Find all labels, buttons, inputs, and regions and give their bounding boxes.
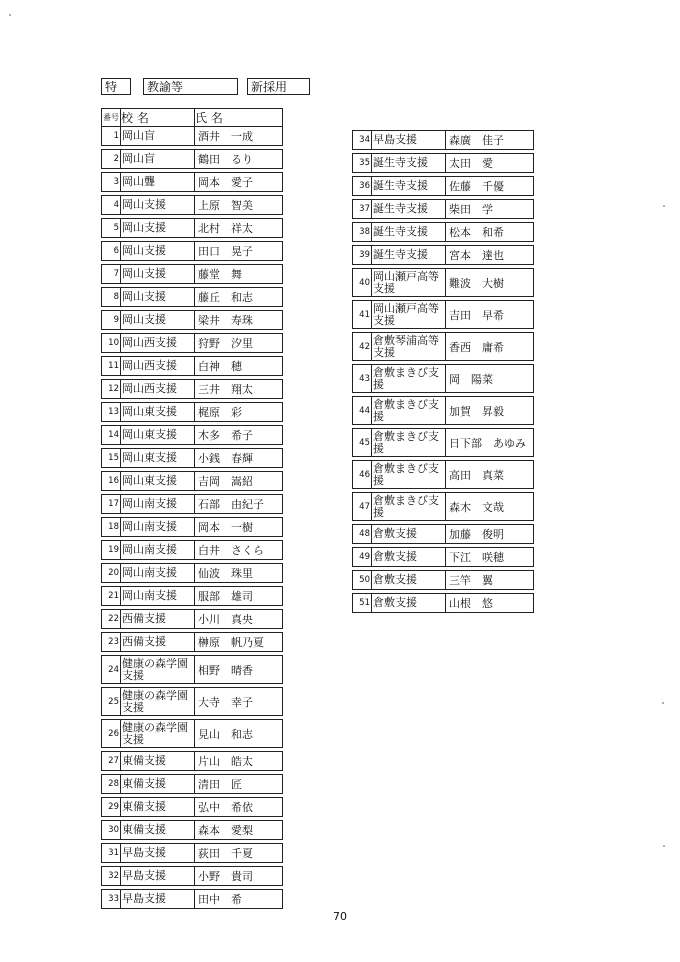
teacher-name: 田口 晃子 [195,242,283,261]
row-number: 6 [102,242,121,261]
column-header-name: 氏 名 [195,109,283,127]
teacher-name: 白井 さくら [195,541,283,560]
school-name: 岡山南支援 [121,587,195,606]
teacher-name: 小銭 春輝 [195,449,283,468]
scan-speck [9,14,11,16]
row-number: 48 [353,525,372,544]
teacher-name: 片山 皓太 [195,752,283,771]
page-number: 70 [333,910,347,923]
teacher-name: 日下部 あゆみ [446,429,534,457]
table-row [353,594,534,613]
table-row [102,403,283,422]
school-name: 岡山支援 [121,311,195,330]
table-row [102,495,283,514]
scan-speck [663,845,665,847]
school-name: 岡山東支援 [121,449,195,468]
table-row [102,265,283,284]
teacher-name: 松本 和希 [446,223,534,242]
school-name: 岡山聾 [121,173,195,192]
teacher-name: 荻田 千夏 [195,844,283,863]
school-name: 誕生寺支援 [372,154,446,173]
table-row [353,333,534,361]
table-row [353,154,534,173]
teacher-name: 高田 真菜 [446,461,534,489]
row-number: 22 [102,610,121,629]
teacher-name: 宮本 達也 [446,246,534,265]
school-name: 岡山西支援 [121,357,195,376]
teacher-name: 服部 雄司 [195,587,283,606]
school-name: 誕生寺支援 [372,177,446,196]
table-row [353,548,534,567]
teacher-name: 上原 智美 [195,196,283,215]
row-number: 50 [353,571,372,590]
row-number: 42 [353,333,372,361]
table-row [102,472,283,491]
table-row [102,775,283,794]
table-row [353,525,534,544]
teacher-name: 加賀 昇毅 [446,397,534,425]
table-row [353,177,534,196]
school-name: 健康の森学園支援 [121,656,195,684]
teacher-name: 岡 陽菜 [446,365,534,393]
teacher-name: 柴田 学 [446,200,534,219]
table-row [353,429,534,457]
school-name: 倉敷まきび支援 [372,397,446,425]
school-name: 東備支援 [121,775,195,794]
table-row [102,890,283,909]
school-name: 岡山西支援 [121,334,195,353]
row-number: 11 [102,357,121,376]
school-name: 岡山支援 [121,219,195,238]
table-row [102,173,283,192]
row-number: 16 [102,472,121,491]
school-name: 岡山南支援 [121,541,195,560]
row-number: 28 [102,775,121,794]
roster-table-left [101,108,283,909]
school-name: 倉敷琴浦高等支援 [372,333,446,361]
teacher-name: 岡本 一樹 [195,518,283,537]
teacher-name: 小野 貴司 [195,867,283,886]
table-row [353,365,534,393]
row-number: 39 [353,246,372,265]
school-name: 岡山瀬戸高等支援 [372,301,446,329]
teacher-name: 吉岡 嵩紹 [195,472,283,491]
row-number: 26 [102,720,121,748]
table-row [353,200,534,219]
school-name: 倉敷支援 [372,548,446,567]
scan-speck [662,702,664,704]
table-row [353,223,534,242]
teacher-name: 難波 大樹 [446,269,534,297]
school-name: 倉敷まきび支援 [372,365,446,393]
row-number: 2 [102,150,121,169]
row-number: 44 [353,397,372,425]
school-name: 早島支援 [372,131,446,150]
teacher-name: 木多 希子 [195,426,283,445]
table-row [102,380,283,399]
school-name: 東備支援 [121,798,195,817]
teacher-name: 森廣 佳子 [446,131,534,150]
school-name: 岡山支援 [121,196,195,215]
school-name: 誕生寺支援 [372,246,446,265]
row-number: 23 [102,633,121,652]
row-number: 13 [102,403,121,422]
scan-speck [663,205,665,207]
row-number: 32 [102,867,121,886]
teacher-name: 太田 愛 [446,154,534,173]
row-number: 41 [353,301,372,329]
table-row [353,571,534,590]
table-row [102,752,283,771]
teacher-name: 下江 咲穂 [446,548,534,567]
school-name: 東備支援 [121,752,195,771]
school-name: 岡山南支援 [121,564,195,583]
school-name: 岡山東支援 [121,426,195,445]
table-row [102,150,283,169]
row-number: 25 [102,688,121,716]
teacher-name: 狩野 汐里 [195,334,283,353]
table-row [102,656,283,684]
teacher-name: 藤堂 舞 [195,265,283,284]
school-name: 岡山東支援 [121,403,195,422]
school-name: 岡山瀬戸高等支援 [372,269,446,297]
teacher-name: 岡本 愛子 [195,173,283,192]
school-name: 早島支援 [121,844,195,863]
school-name: 岡山盲 [121,127,195,146]
table-row [102,720,283,748]
row-number: 27 [102,752,121,771]
row-number: 49 [353,548,372,567]
row-number: 7 [102,265,121,284]
table-row [102,449,283,468]
teacher-name: 梶原 彩 [195,403,283,422]
school-name: 岡山西支援 [121,380,195,399]
school-name: 倉敷まきび支援 [372,429,446,457]
teacher-name: 相野 晴香 [195,656,283,684]
teacher-name: 仙波 珠里 [195,564,283,583]
hiring-label: 新採用 [247,78,310,95]
row-number: 21 [102,587,121,606]
school-name: 早島支援 [121,867,195,886]
category-label: 特 [101,78,131,95]
table-row [353,493,534,521]
teacher-name: 白神 穂 [195,357,283,376]
teacher-name: 榊原 帆乃夏 [195,633,283,652]
table-row [353,131,534,150]
school-name: 岡山支援 [121,242,195,261]
teacher-name: 田中 希 [195,890,283,909]
row-number: 35 [353,154,372,173]
table-row [102,821,283,840]
row-number: 29 [102,798,121,817]
teacher-name: 香西 庸希 [446,333,534,361]
row-number: 43 [353,365,372,393]
row-number: 9 [102,311,121,330]
table-row [102,311,283,330]
school-name: 健康の森学園支援 [121,720,195,748]
teacher-name: 鶴田 るり [195,150,283,169]
teacher-name: 石部 由紀子 [195,495,283,514]
teacher-name: 加藤 俊明 [446,525,534,544]
row-number: 4 [102,196,121,215]
position-label: 教諭等 [143,78,238,95]
row-number: 5 [102,219,121,238]
row-number: 36 [353,177,372,196]
school-name: 倉敷まきび支援 [372,461,446,489]
row-number: 47 [353,493,372,521]
row-number: 37 [353,200,372,219]
school-name: 倉敷支援 [372,525,446,544]
table-row [353,301,534,329]
row-number: 19 [102,541,121,560]
table-row [353,246,534,265]
school-name: 岡山支援 [121,265,195,284]
teacher-name: 森木 文哉 [446,493,534,521]
teacher-name: 藤丘 和志 [195,288,283,307]
school-name: 誕生寺支援 [372,223,446,242]
teacher-name: 清田 匠 [195,775,283,794]
school-name: 西備支援 [121,633,195,652]
row-number: 1 [102,127,121,146]
teacher-name: 大寺 幸子 [195,688,283,716]
row-number: 38 [353,223,372,242]
school-name: 倉敷支援 [372,571,446,590]
teacher-name: 森本 愛梨 [195,821,283,840]
column-header-number: 番号 [102,109,121,127]
row-number: 14 [102,426,121,445]
row-number: 33 [102,890,121,909]
table-row [102,334,283,353]
school-name: 岡山東支援 [121,472,195,491]
teacher-name: 三井 翔太 [195,380,283,399]
teacher-name: 北村 祥太 [195,219,283,238]
school-name: 岡山南支援 [121,495,195,514]
table-row [102,610,283,629]
row-number: 46 [353,461,372,489]
row-number: 12 [102,380,121,399]
row-number: 34 [353,131,372,150]
school-name: 健康の森学園支援 [121,688,195,716]
school-name: 岡山南支援 [121,518,195,537]
teacher-name: 酒井 一成 [195,127,283,146]
teacher-name: 見山 和志 [195,720,283,748]
school-name: 西備支援 [121,610,195,629]
table-row [102,587,283,606]
row-number: 40 [353,269,372,297]
table-row [102,688,283,716]
table-row [353,269,534,297]
teacher-name: 佐藤 千優 [446,177,534,196]
row-number: 10 [102,334,121,353]
teacher-name: 三竿 翼 [446,571,534,590]
row-number: 18 [102,518,121,537]
row-number: 31 [102,844,121,863]
table-row [102,798,283,817]
row-number: 15 [102,449,121,468]
table-row [353,397,534,425]
row-number: 8 [102,288,121,307]
table-row [102,242,283,261]
teacher-name: 吉田 早希 [446,301,534,329]
school-name: 早島支援 [121,890,195,909]
row-number: 17 [102,495,121,514]
school-name: 岡山盲 [121,150,195,169]
table-row [102,541,283,560]
table-row [102,426,283,445]
row-number: 51 [353,594,372,613]
table-row [102,564,283,583]
table-row [102,633,283,652]
teacher-name: 梁井 寿珠 [195,311,283,330]
table-row [102,357,283,376]
row-number: 20 [102,564,121,583]
teacher-name: 山根 悠 [446,594,534,613]
table-row [102,288,283,307]
school-name: 倉敷まきび支援 [372,493,446,521]
row-number: 30 [102,821,121,840]
school-name: 誕生寺支援 [372,200,446,219]
table-header-row [102,109,283,127]
table-row [102,219,283,238]
row-number: 3 [102,173,121,192]
table-row [102,844,283,863]
roster-table-right [352,130,534,613]
teacher-name: 小川 真央 [195,610,283,629]
table-row [353,461,534,489]
row-number: 24 [102,656,121,684]
school-name: 東備支援 [121,821,195,840]
table-row [102,867,283,886]
school-name: 岡山支援 [121,288,195,307]
teacher-name: 弘中 希依 [195,798,283,817]
school-name: 倉敷支援 [372,594,446,613]
table-row [102,518,283,537]
column-header-school: 校 名 [121,109,195,127]
table-row [102,127,283,146]
row-number: 45 [353,429,372,457]
table-row [102,196,283,215]
